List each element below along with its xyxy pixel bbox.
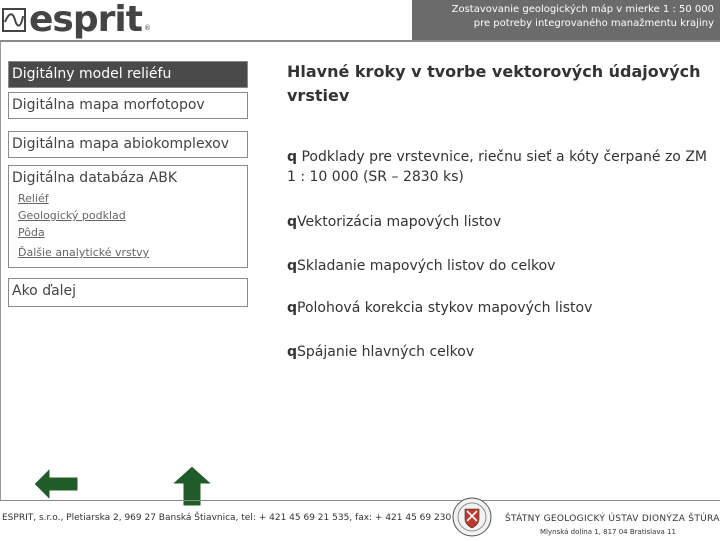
bullet-marker: q xyxy=(287,344,298,360)
bullet-item xyxy=(287,342,707,362)
bullet-marker: q xyxy=(287,149,298,165)
logo-text: esprit xyxy=(29,0,142,40)
footer-divider xyxy=(0,500,720,501)
logo-registered-mark: ® xyxy=(143,24,151,32)
presentation-title xyxy=(412,0,720,40)
institute-seal-icon xyxy=(452,497,492,537)
back-button[interactable] xyxy=(34,468,80,504)
left-border xyxy=(0,42,1,500)
bullet-marker: q xyxy=(287,258,298,274)
bullet-text: Podklady pre vrstevnice, riečnu sieť a kóty čerpané zo ZM 1 : 10 000 (SR – 2830 ks) xyxy=(287,149,707,185)
submenu-link-geology[interactable]: Geologický podklad xyxy=(18,209,126,222)
menu-item-next-steps[interactable] xyxy=(8,278,248,307)
menu-item-relief-model[interactable] xyxy=(8,61,248,88)
logo-mark-icon xyxy=(2,8,26,32)
bullet-marker: q xyxy=(287,214,298,230)
institute-address: Mlynská dolina 1, 817 04 Bratislava 11 xyxy=(540,528,676,536)
menu-item-abiocomplex-map[interactable] xyxy=(8,131,248,158)
header-divider xyxy=(0,40,720,42)
institute-name: ŠTÁTNY GEOLOGICKÝ ÚSTAV DIONÝZA ŠTÚRA xyxy=(505,514,720,524)
bullet-item xyxy=(287,147,707,187)
arrow-left-icon xyxy=(34,468,80,500)
content-title: Hlavné kroky v tvorbe vektorových údajových vrstiev xyxy=(287,62,701,105)
menu-item-morphotope-map[interactable] xyxy=(8,92,248,119)
submenu-link-relief[interactable]: Reliéf xyxy=(18,192,49,205)
bullet-text: Vektorizácia mapových listov xyxy=(297,214,502,230)
bullet-item xyxy=(287,212,707,232)
menu-item-label: Ako ďalej xyxy=(12,283,77,299)
menu-item-label: Digitálna mapa abiokomplexov xyxy=(12,136,230,152)
esprit-logo xyxy=(2,2,151,38)
title-line-2: pre potreby integrovaného manažmentu krajiny xyxy=(473,18,714,29)
submenu-link-other-layers[interactable]: Ďalšie analytické vrstvy xyxy=(18,246,150,259)
menu-item-label: Digitálna mapa morfotopov xyxy=(12,97,205,113)
menu-item-label: Digitálny model reliéfu xyxy=(12,66,172,82)
bullet-text: Polohová korekcia stykov mapových listov xyxy=(297,300,593,316)
bullet-item xyxy=(287,298,707,318)
company-contact: ESPRIT, s.r.o., Pletiarska 2, 969 27 Banská Štiavnica, tel: + 421 45 69 21 535, fax: + 421 45 69 230 xyxy=(2,513,452,523)
menu-item-label: Digitálna databáza ABK xyxy=(12,170,178,186)
bullet-text: Skladanie mapových listov do celkov xyxy=(297,258,556,274)
title-line-1: Zostavovanie geologických máp v mierke 1 : 50 000 xyxy=(451,4,714,15)
submenu-link-soil[interactable]: Pôda xyxy=(18,226,45,239)
bullet-item xyxy=(287,256,707,276)
bullet-text: Spájanie hlavných celkov xyxy=(297,344,475,360)
header xyxy=(0,0,720,40)
bullet-marker: q xyxy=(287,300,298,316)
up-button[interactable] xyxy=(172,466,212,510)
